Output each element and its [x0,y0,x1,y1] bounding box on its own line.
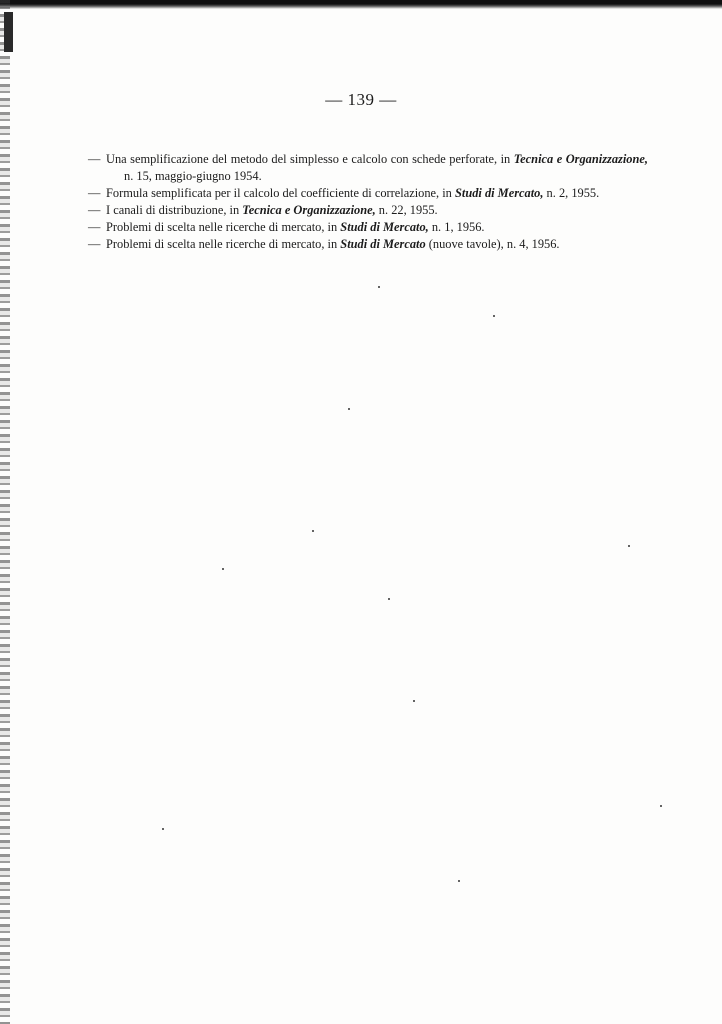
scan-speck [348,408,350,410]
item-dash: — [88,237,101,251]
page-number: — 139 — [325,90,397,109]
publication-details: n. 15, maggio-giugno 1954. [124,169,262,183]
publication-title: Problemi di scelta nelle ricerche di mercato, in [106,220,341,234]
scan-speck [162,828,164,830]
publication-details: (nuove tavole), n. 4, 1956. [425,237,560,251]
scan-speck [312,530,314,532]
publication-journal: Studi di Mercato, [454,186,544,200]
scan-binding-mark [4,12,13,52]
publication-journal: Studi di Mercato [340,237,426,251]
list-item [88,219,648,236]
list-item [88,236,648,253]
item-dash: — [88,203,101,217]
publication-title: Una semplificazione del metodo del simplesso e calcolo con schede perforate, in [106,152,514,166]
publication-title: I canali di distribuzione, in [106,203,243,217]
publication-details: n. 22, 1955. [375,203,438,217]
item-dash: — [88,186,101,200]
scan-speck [388,598,390,600]
scan-speck [378,286,380,288]
list-item [88,185,648,202]
item-dash: — [88,152,101,166]
list-item [88,202,648,219]
scan-speck [628,545,630,547]
item-dash: — [88,220,101,234]
publication-list [88,151,648,253]
list-item [88,151,648,185]
publication-details: n. 2, 1955. [543,186,600,200]
publication-details: n. 1, 1956. [428,220,485,234]
scan-speck [413,700,415,702]
scan-speck [222,568,224,570]
scan-top-edge [0,0,722,9]
publication-journal: Studi di Mercato, [340,220,429,234]
publication-journal: Tecnica e Organizzazione, [513,152,648,166]
scan-speck [458,880,460,882]
scan-speck [660,805,662,807]
scan-left-edge [0,0,10,1024]
publication-journal: Tecnica e Organizzazione, [242,203,376,217]
scan-speck [493,315,495,317]
publication-title: Formula semplificata per il calcolo del coefficiente di correlazione, in [106,186,455,200]
publication-title: Problemi di scelta nelle ricerche di mercato, in [106,237,341,251]
